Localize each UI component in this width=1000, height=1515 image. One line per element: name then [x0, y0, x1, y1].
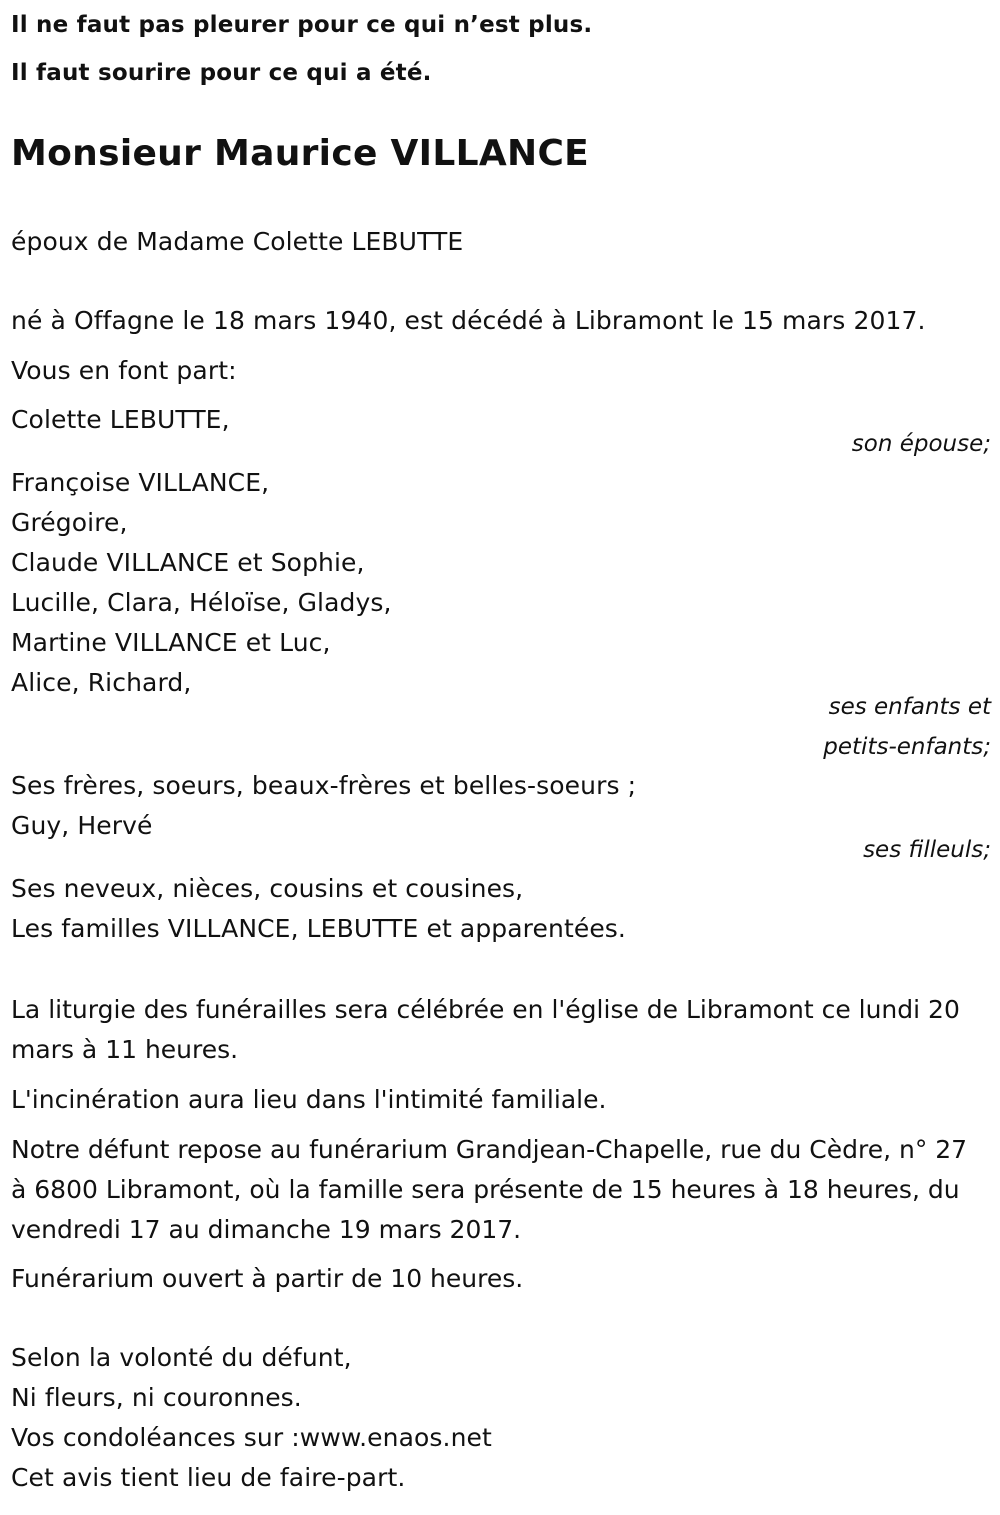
funeral-home-paragraph: Notre défunt repose au funérarium Grandjean-Chapelle, rue du Cèdre, n° 27 à 6800 Libramont, où la famille sera présente de 15 heures à 18 heures, du vendredi 17 au dimanche 19 mars 2017.	[11, 1135, 968, 1244]
family-child-line: Grégoire,	[11, 508, 128, 537]
children-relation-2: petits-enfants;	[823, 734, 991, 760]
liturgy-paragraph: La liturgie des funérailles sera célébrée en l'église de Libramont ce lundi 20 mars à 11 heures.	[11, 995, 960, 1064]
godchildren-line: Guy, Hervé	[11, 811, 153, 840]
closing-line-3: Vos condoléances sur :www.enaos.net	[11, 1423, 492, 1452]
quote-line-1: Il ne faut pas pleurer pour ce qui n’est plus.	[11, 12, 593, 38]
cremation-paragraph: L'incinération aura lieu dans l'intimité familiale.	[11, 1085, 607, 1114]
closing-line-2: Ni fleurs, ni couronnes.	[11, 1383, 302, 1412]
closing-line-1: Selon la volonté du défunt,	[11, 1343, 352, 1372]
deceased-name: Monsieur Maurice VILLANCE	[11, 133, 590, 174]
opening-hours-paragraph: Funérarium ouvert à partir de 10 heures.	[11, 1264, 524, 1293]
family-child-line: Martine VILLANCE et Luc,	[11, 628, 331, 657]
nephews-line: Ses neveux, nièces, cousins et cousines,	[11, 874, 524, 903]
family-child-line: Claude VILLANCE et Sophie,	[11, 548, 365, 577]
closing-line-4: Cet avis tient lieu de faire-part.	[11, 1463, 406, 1492]
spouse-line: époux de Madame Colette LEBUTTE	[11, 227, 464, 256]
birth-death-line: né à Offagne le 18 mars 1940, est décédé à Libramont le 15 mars 2017.	[11, 306, 926, 335]
families-line: Les familles VILLANCE, LEBUTTE et apparentées.	[11, 914, 626, 943]
quote-line-2: Il faut sourire pour ce qui a été.	[11, 60, 432, 86]
siblings-line: Ses frères, soeurs, beaux-frères et belles-soeurs ;	[11, 771, 637, 800]
family-child-line: Alice, Richard,	[11, 668, 192, 697]
godchildren-relation: ses filleuls;	[863, 837, 991, 863]
announce-line: Vous en font part:	[11, 356, 237, 385]
children-relation-1: ses enfants et	[828, 694, 991, 720]
family-child-line: Françoise VILLANCE,	[11, 468, 270, 497]
family-spouse-relation: son épouse;	[851, 431, 991, 457]
family-child-line: Lucille, Clara, Héloïse, Gladys,	[11, 588, 392, 617]
family-spouse-name: Colette LEBUTTE,	[11, 405, 230, 434]
